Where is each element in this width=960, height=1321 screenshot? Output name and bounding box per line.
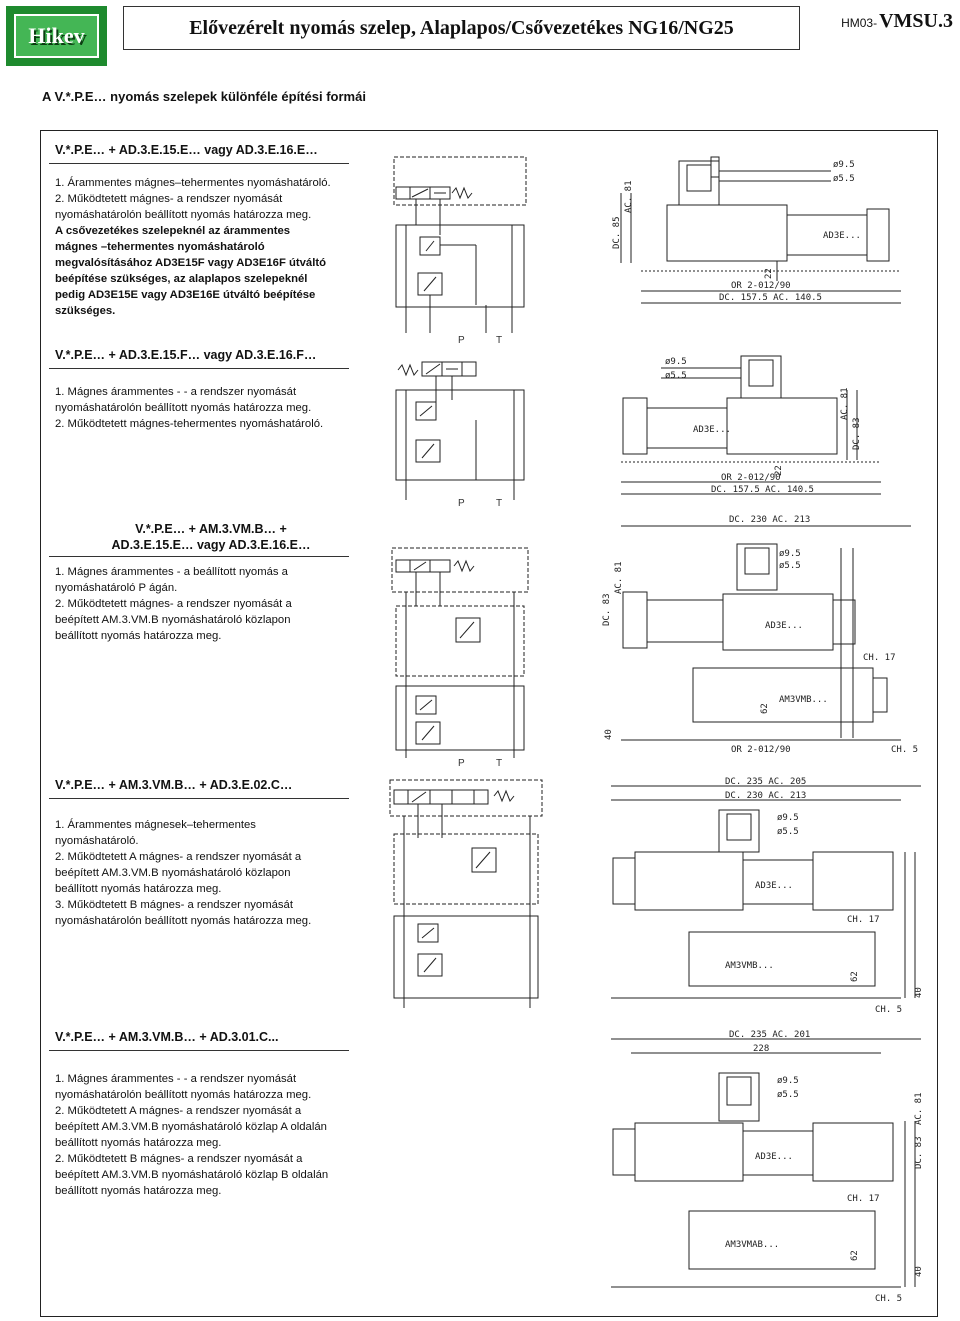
description-line: nyomáshatárolón beállított nyomás határozza meg. [55, 402, 312, 414]
svg-text:AC. 81: AC. 81 [624, 180, 634, 213]
variant-description-5 [55, 1071, 355, 1199]
svg-text:CH. 17: CH. 17 [847, 1194, 880, 1204]
page-subtitle: A V.*.P.E… nyomás szelepek különféle építési formái [42, 89, 366, 104]
description-line: nyomáshatároló. [55, 835, 139, 847]
variant-title-3-line2: AD.3.E.15.E… vagy AD.3.E.16.E… [111, 538, 311, 552]
svg-text:DC. 157.5 AC. 140.5: DC. 157.5 AC. 140.5 [711, 485, 814, 495]
hydraulic-schematic-2 [386, 350, 534, 508]
svg-text:AD3E...: AD3E... [693, 425, 731, 435]
variant-section-5 [41, 1021, 937, 1316]
svg-text:AD3E...: AD3E... [755, 881, 793, 891]
dimension-drawing-5 [601, 1025, 937, 1310]
svg-text:CH. 5: CH. 5 [875, 1294, 903, 1304]
svg-text:DC. 85: DC. 85 [612, 216, 622, 249]
svg-text:AC. 81: AC. 81 [840, 387, 850, 420]
description-line: 2. Működtetett A mágnes- a rendszer nyomását a [55, 851, 302, 863]
variant-title-2: V.*.P.E… + AD.3.E.15.F… vagy AD.3.E.16.F… [55, 348, 317, 362]
svg-text:22: 22 [774, 465, 784, 476]
description-line: 2. Működtetett mágnes- a rendszer nyomását [55, 193, 283, 205]
dimension-drawing-4 [601, 772, 937, 1018]
svg-text:AM3VMB...: AM3VMB... [725, 961, 774, 971]
svg-text:CH. 5: CH. 5 [891, 745, 919, 755]
description-line: beállított nyomás határozza meg. [55, 1185, 222, 1197]
variant-section-3 [41, 506, 937, 768]
svg-text:62: 62 [850, 971, 860, 982]
variant-description-2 [55, 384, 355, 432]
variant-title-3-line1: V.*.P.E… + AM.3.VM.B… + [135, 522, 287, 536]
svg-text:ø5.5: ø5.5 [665, 371, 687, 381]
description-line: 1. Árammentes mágnesek–tehermentes [55, 819, 256, 831]
description-line: 2. Működtetett mágnes-tehermentes nyomáshatároló. [55, 418, 324, 430]
description-line: beépített AM.3.VM.B nyomáshatároló közlap A oldalán [55, 1121, 327, 1133]
document-title-box [123, 6, 800, 50]
description-line: nyomáshatárolón beállított nyomás határozza meg. [55, 915, 312, 927]
variant-rule-1 [49, 163, 349, 164]
variant-section-2 [41, 336, 937, 506]
variant-rule-3 [49, 556, 349, 557]
description-line: beépített AM.3.VM.B nyomáshatároló közlapon [55, 867, 291, 879]
svg-text:ø5.5: ø5.5 [779, 561, 801, 571]
svg-text:40: 40 [604, 729, 614, 740]
svg-text:OR 2-012/90: OR 2-012/90 [731, 745, 791, 755]
svg-text:ø5.5: ø5.5 [777, 1090, 799, 1100]
svg-text:ø9.5: ø9.5 [777, 813, 799, 823]
description-note: szükséges. [55, 305, 116, 317]
variant-rule-2 [49, 368, 349, 369]
description-line: 2. Működtetett mágnes- a rendszer nyomását a [55, 598, 292, 610]
description-line: 2. Működtetett B mágnes- a rendszer nyomását a [55, 1153, 303, 1165]
variant-section-1 [41, 131, 937, 345]
document-code-main: VMSU.3 [879, 10, 953, 32]
svg-text:AM3VMB...: AM3VMB... [779, 695, 828, 705]
svg-text:62: 62 [850, 1250, 860, 1261]
svg-text:DC. 235 AC. 201: DC. 235 AC. 201 [729, 1030, 811, 1040]
variant-description-3 [55, 564, 355, 644]
port-t-label: T [496, 758, 503, 768]
description-line: beállított nyomás határozza meg. [55, 1137, 222, 1149]
description-line: nyomáshatárolón beállított nyomás határozza meg. [55, 1089, 312, 1101]
svg-text:CH. 17: CH. 17 [847, 915, 880, 925]
svg-text:AC. 81: AC. 81 [914, 1092, 924, 1125]
variant-title-5: V.*.P.E… + AM.3.VM.B… + AD.3.01.C... [55, 1030, 279, 1044]
variant-title-1: V.*.P.E… + AD.3.E.15.E… vagy AD.3.E.16.E… [55, 143, 318, 157]
svg-text:22: 22 [764, 268, 774, 279]
port-p-label: P [458, 758, 465, 768]
variant-rule-5 [49, 1050, 349, 1051]
svg-text:40: 40 [914, 987, 924, 998]
description-line: 1. Mágnes árammentes - - a rendszer nyomását [55, 1073, 297, 1085]
svg-text:ø5.5: ø5.5 [777, 827, 799, 837]
port-p-label: P [458, 335, 465, 345]
variant-rule-4 [49, 798, 349, 799]
svg-text:AC. 81: AC. 81 [614, 561, 624, 594]
svg-text:DC. 157.5 AC. 140.5: DC. 157.5 AC. 140.5 [719, 293, 822, 303]
svg-text:OR 2-012/90: OR 2-012/90 [731, 281, 791, 291]
svg-text:DC. 230 AC. 213: DC. 230 AC. 213 [725, 791, 807, 801]
variant-title-4: V.*.P.E… + AM.3.VM.B… + AD.3.E.02.C… [55, 778, 293, 792]
svg-text:ø9.5: ø9.5 [779, 549, 801, 559]
hydraulic-schematic-3 [386, 546, 534, 768]
description-line: 3. Működtetett B mágnes- a rendszer nyomását [55, 899, 293, 911]
variants-frame [40, 130, 938, 1317]
port-t-label: T [496, 335, 503, 345]
svg-text:OR 2-012/90: OR 2-012/90 [721, 473, 781, 483]
company-logo-text: Hikev [28, 23, 85, 48]
svg-text:AD3E...: AD3E... [823, 231, 861, 241]
description-line: 1. Árammentes mágnes–tehermentes nyomáshatároló. [55, 177, 331, 189]
svg-text:CH. 5: CH. 5 [875, 1005, 903, 1015]
dimension-drawing-1 [601, 153, 937, 313]
svg-text:DC. 83: DC. 83 [602, 593, 612, 626]
dimension-drawing-2 [601, 350, 937, 506]
description-line: 2. Működtetett A mágnes- a rendszer nyomását a [55, 1105, 302, 1117]
document-code-prefix: HM03- [841, 16, 878, 30]
description-note: pedig AD3E15E vagy AD3E16E útváltó beépítése [55, 289, 316, 301]
svg-text:DC. 83: DC. 83 [852, 417, 862, 450]
svg-text:228: 228 [753, 1044, 770, 1054]
svg-text:CH. 17: CH. 17 [863, 653, 896, 663]
svg-text:DC. 235 AC. 205: DC. 235 AC. 205 [725, 777, 807, 787]
svg-text:DC. 230 AC. 213: DC. 230 AC. 213 [729, 515, 811, 525]
svg-text:ø9.5: ø9.5 [665, 357, 687, 367]
company-logo-inner [14, 14, 99, 58]
hydraulic-schematic-4 [386, 778, 546, 1014]
svg-text:AD3E...: AD3E... [765, 621, 803, 631]
description-note: beépítése szükséges, az alaplapos szelepeknél [55, 273, 308, 285]
svg-text:AD3E...: AD3E... [755, 1152, 793, 1162]
description-note: mágnes –tehermentes nyomáshatároló [55, 241, 265, 253]
description-line: beépített AM.3.VM.B nyomáshatároló közlap B oldalán [55, 1169, 329, 1181]
variant-description-4 [55, 817, 355, 929]
description-line: beállított nyomás határozza meg. [55, 883, 222, 895]
svg-text:DC. 83: DC. 83 [914, 1136, 924, 1169]
hydraulic-schematic-1 [386, 155, 534, 345]
description-note: megvalósításához AD3E15F vagy AD3E16F útváltó [55, 257, 327, 269]
svg-text:ø9.5: ø9.5 [777, 1076, 799, 1086]
description-line: 1. Mágnes árammentes - a beállított nyomás a [55, 566, 288, 578]
svg-text:AM3VMAB...: AM3VMAB... [725, 1240, 780, 1250]
description-note: A csővezetékes szelepeknél az árammentes [55, 225, 291, 237]
svg-text:62: 62 [760, 703, 770, 714]
document-code [818, 10, 953, 44]
svg-text:ø5.5: ø5.5 [833, 174, 855, 184]
description-line: beállított nyomás határozza meg. [55, 630, 222, 642]
description-line: beépített AM.3.VM.B nyomáshatároló közlapon [55, 614, 291, 626]
svg-text:ø9.5: ø9.5 [833, 160, 855, 170]
svg-text:40: 40 [914, 1266, 924, 1277]
description-line: 1. Mágnes árammentes - - a rendszer nyomását [55, 386, 297, 398]
variant-section-4 [41, 768, 937, 1021]
dimension-drawing-3 [601, 508, 937, 764]
company-logo [6, 6, 107, 66]
variant-description-1 [55, 175, 355, 319]
port-t-label: T [496, 498, 503, 508]
document-title: Elővezérelt nyomás szelep, Alaplapos/Csővezetékes NG16/NG25 [189, 16, 734, 39]
port-p-label: P [458, 498, 465, 508]
description-line: nyomáshatárolón beállított nyomás határozza meg. [55, 209, 312, 221]
description-line: nyomáshatároló P ágán. [55, 582, 178, 594]
